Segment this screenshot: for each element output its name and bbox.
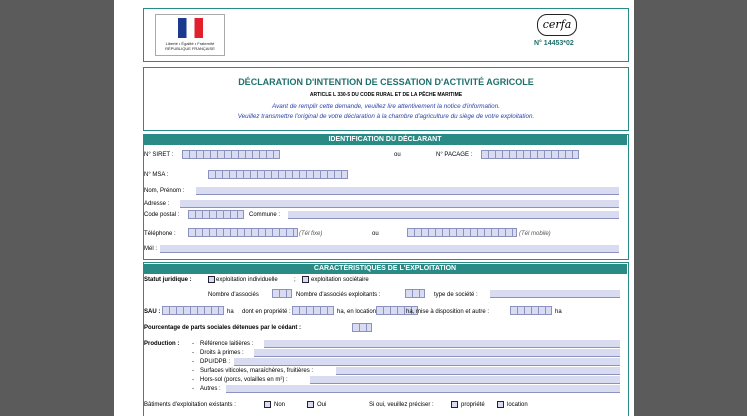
mise-disposition-label: ha, mise à disposition et autre : xyxy=(406,309,490,315)
location-ha-label: ha, en location xyxy=(337,309,377,315)
adresse-input[interactable] xyxy=(180,200,619,208)
pacage-input[interactable] xyxy=(481,150,579,159)
nb-associes-exploitants-input[interactable] xyxy=(405,289,425,298)
ha-4: ha xyxy=(555,309,562,315)
tel-mobile-hint: (Tél mobile) xyxy=(519,231,551,237)
batiments-label: Bâtiments d'exploitation existants : xyxy=(144,402,236,408)
republic-logo-text: Liberté • Égalité • Fraternité RÉPUBLIQUE FRANÇAISE xyxy=(165,41,215,51)
batiments-oui-label: Oui xyxy=(317,402,327,408)
commune-label: Commune : xyxy=(249,212,281,218)
pourcentage-label: Pourcentage de parts sociales détenues par le cédant : xyxy=(144,325,302,331)
production-item-1: Droits à primes : xyxy=(200,350,244,356)
tel-fixe-hint: (Tél fixe) xyxy=(299,231,323,237)
adresse-label: Adresse : xyxy=(144,201,170,207)
nb-associes-label: Nombre d'associés xyxy=(208,292,259,298)
production-item-0: Référence laitières : xyxy=(200,341,254,347)
mel-label: Mél : xyxy=(144,246,158,252)
batiments-non-checkbox[interactable] xyxy=(264,401,271,408)
nb-associes-exploitants-label: Nombre d'associés exploitants : xyxy=(296,292,381,298)
pourcentage-input[interactable] xyxy=(352,323,372,332)
type-societe-input[interactable] xyxy=(490,290,620,298)
production-input-1[interactable] xyxy=(254,349,620,357)
tel-mobile-input[interactable] xyxy=(407,228,517,237)
production-input-4[interactable] xyxy=(310,376,620,384)
production-dash: - xyxy=(192,350,194,356)
production-item-2: DPU/DPB : xyxy=(200,359,231,365)
cerfa-logo: cerfa xyxy=(537,14,577,36)
production-dash: - xyxy=(192,368,194,374)
individuelle-checkbox[interactable] xyxy=(208,276,215,283)
propriete-checkbox[interactable] xyxy=(451,401,458,408)
nb-associes-input[interactable] xyxy=(272,289,292,298)
societaire-label: exploitation sociétaire xyxy=(311,277,369,283)
tel-fixe-input[interactable] xyxy=(188,228,298,237)
production-input-0[interactable] xyxy=(264,340,620,348)
identification-heading: IDENTIFICATION DU DÉCLARANT xyxy=(143,135,627,145)
telephone-label: Téléphone : xyxy=(144,231,176,237)
production-input-3[interactable] xyxy=(336,367,620,375)
statut-label: Statut juridique : xyxy=(144,277,192,283)
production-dash: - xyxy=(192,341,194,347)
article-ref: ARTICLE L 330-5 DU CODE RURAL ET DE LA PÊCHE MARITIME xyxy=(309,92,463,98)
ou-label-2: ou xyxy=(372,231,379,237)
nom-label: Nom, Prénom : xyxy=(144,188,185,194)
production-item-3: Surfaces viticoles, maraîchères, fruitières : xyxy=(200,368,314,374)
code-postal-label: Code postal : xyxy=(144,212,180,218)
commune-input[interactable] xyxy=(288,211,619,219)
pacage-label: N° PACAGE : xyxy=(436,152,473,158)
location-checkbox-label: location xyxy=(507,402,528,408)
production-dash: - xyxy=(192,386,194,392)
cerfa-number: N° 14453*02 xyxy=(534,40,574,47)
code-postal-input[interactable] xyxy=(188,210,244,219)
production-dash: - xyxy=(192,377,194,383)
sau-input[interactable] xyxy=(162,306,224,315)
production-input-2[interactable] xyxy=(234,358,620,366)
societaire-checkbox[interactable] xyxy=(302,276,309,283)
mel-input[interactable] xyxy=(160,245,619,253)
instruction-2: Veuillez transmettre l'original de votre déclaration à la chambre d'agriculture du siège de votre exploitation. xyxy=(237,113,535,120)
si-oui-label: Si oui, veuillez préciser : xyxy=(369,402,434,408)
ou-label-1: ou xyxy=(394,152,401,158)
statut-separator: ; xyxy=(294,277,296,283)
production-dash: - xyxy=(192,359,194,365)
propriete-checkbox-label: propriété xyxy=(461,402,485,408)
location-checkbox[interactable] xyxy=(497,401,504,408)
production-label: Production : xyxy=(144,341,180,347)
batiments-non-label: Non xyxy=(274,402,286,408)
exploitation-heading: CARACTÉRISTIQUES DE L'EXPLOITATION xyxy=(143,264,627,274)
msa-label: N° MSA : xyxy=(144,172,169,178)
form-title: DÉCLARATION D'INTENTION DE CESSATION D'ACTIVITÉ AGRICOLE xyxy=(238,77,534,87)
individuelle-label: exploitation individuelle xyxy=(216,277,278,283)
production-input-5[interactable] xyxy=(226,385,620,393)
mise-disposition-input[interactable] xyxy=(510,306,552,315)
production-item-5: Autres : xyxy=(200,386,221,392)
msa-input[interactable] xyxy=(208,170,348,179)
propriete-label: dont en propriété : xyxy=(242,309,291,315)
siret-input[interactable] xyxy=(182,150,280,159)
propriete-input[interactable] xyxy=(292,306,334,315)
production-item-4: Hors-sol (porcs, volailles en m²) : xyxy=(200,377,288,383)
form-page xyxy=(114,0,634,416)
instruction-1: Avant de remplir cette demande, veuillez lire attentivement la notice d'information. xyxy=(272,103,500,110)
sau-label: SAU : xyxy=(144,309,161,315)
ha-1: ha xyxy=(227,309,234,315)
republic-logo xyxy=(155,14,225,56)
nom-input[interactable] xyxy=(196,187,619,195)
siret-label: N° SIRET : xyxy=(144,152,174,158)
batiments-oui-checkbox[interactable] xyxy=(307,401,314,408)
type-societe-label: type de société : xyxy=(434,292,478,298)
